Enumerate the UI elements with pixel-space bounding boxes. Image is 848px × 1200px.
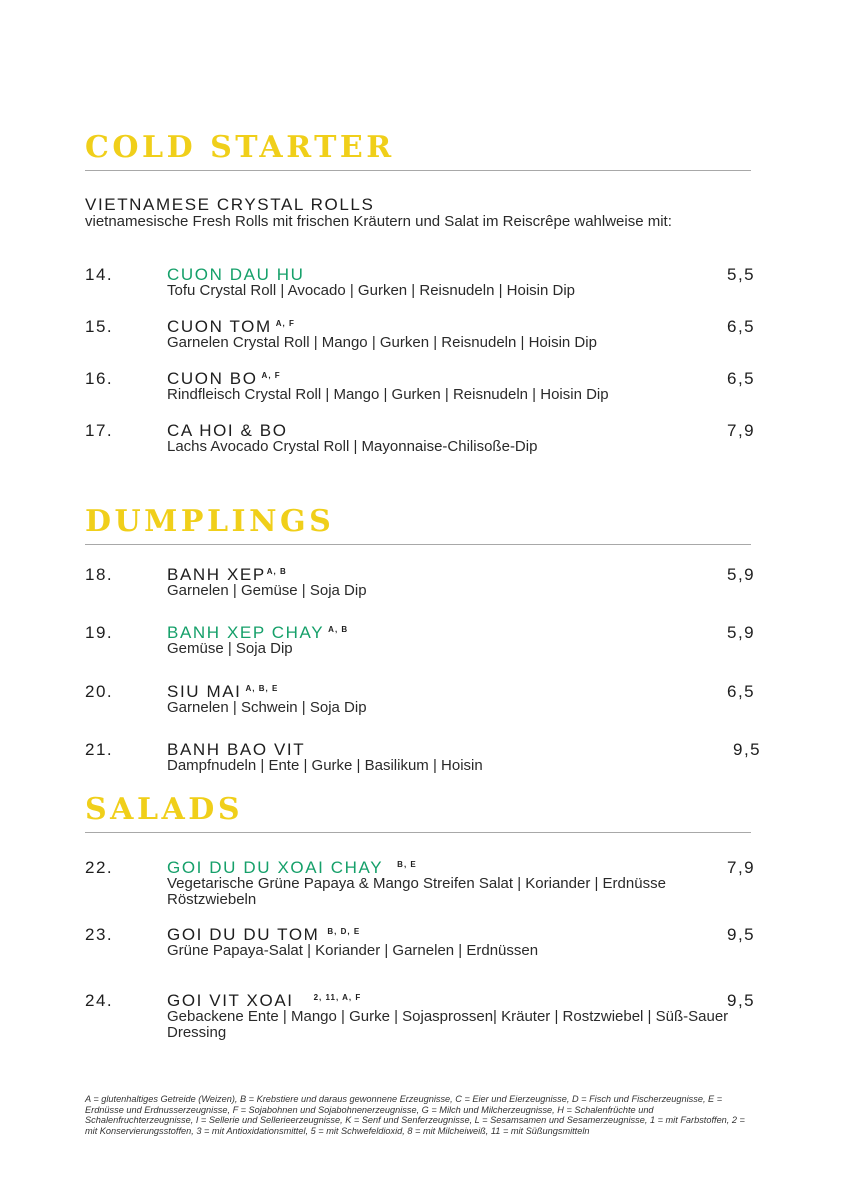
- item-name: BANH XEP CHAY $^{A, B}$: [167, 623, 349, 642]
- item-description: Grüne Papaya-Salat | Koriander | Garnelen | Erdnüssen: [167, 942, 539, 959]
- item-name: GOI DU DU TOM $^{B, D, E}$: [167, 925, 361, 944]
- item-description: Gebackene Ente | Mango | Gurke | Sojasprossen| Kräuter | Rostzwiebel | Süß-Sauer Dressing: [167, 1008, 729, 1041]
- item-description: Garnelen | Schwein | Soja Dip: [167, 699, 367, 716]
- section-divider: [85, 832, 751, 833]
- item-price: 6,5: [727, 369, 756, 388]
- item-price: 5,9: [727, 565, 756, 584]
- item-name: GOI DU DU XOAI CHAY $^{B, E}$: [167, 858, 417, 877]
- item-name: CUON BO $^{A, F}$: [167, 369, 281, 388]
- item-number: 21.: [85, 740, 114, 759]
- item-description: Gemüse | Soja Dip: [167, 640, 293, 657]
- item-name: CA HOI & BO: [167, 421, 288, 440]
- item-number: 17.: [85, 421, 114, 440]
- allergen-codes: A, B: [328, 625, 349, 634]
- item-price: 5,9: [727, 623, 756, 642]
- allergen-legend: A = glutenhaltiges Getreide (Weizen), B = Krebstiere und daraus gewonnene Erzeugnisse, C = Eier und Eierzeugnisse, D = Fisch und Fischerzeugnisse, E = Erdnüsse und Erdnusserzeugnisse, F = Sojabohnen und Sojabohnenerzeugnisse, G = Milch und Milcherzeugnisse, H = Schalenfrüchte und Schalenfruchterzeugnisse, I = Sellerie und Sellerieerzeugnisse, K = Senf und Senferzeugnisse, L = Sesamsamen und Sesamerzeugnisse, 1 = mit Farbstoffen, 2 = mit Konservierungsstoffen, 3 = mit Antioxidationsmittel, 5 = mit Schwefeldioxid, 8 = mit Milcheiweiß, 11 = mit Süßungsmitteln: [85, 1094, 745, 1136]
- item-description: Garnelen | Gemüse | Soja Dip: [167, 582, 367, 599]
- allergen-codes: B, D, E: [327, 927, 361, 936]
- item-description: Tofu Crystal Roll | Avocado | Gurken | Reisnudeln | Hoisin Dip: [167, 282, 575, 299]
- item-name: GOI VIT XOAI $^{2, 11, A, F}$: [167, 991, 362, 1010]
- item-number: 20.: [85, 682, 114, 701]
- allergen-codes: A, F: [261, 371, 281, 380]
- item-price: 6,5: [727, 317, 756, 336]
- allergen-codes: A, F: [275, 319, 295, 328]
- item-number: 24.: [85, 991, 114, 1010]
- item-price: 9,5: [727, 925, 756, 944]
- section-title-cold-starter: COLD STARTER: [85, 130, 395, 165]
- item-price: 7,9: [727, 421, 756, 440]
- item-name: CUON TOM $^{A, F}$: [167, 317, 295, 336]
- intro-title: VIETNAMESE CRYSTAL ROLLS: [85, 195, 375, 214]
- item-price: 5,5: [727, 265, 756, 284]
- section-divider: [85, 170, 751, 171]
- item-name: CUON DAU HU: [167, 265, 305, 284]
- item-number: 19.: [85, 623, 114, 642]
- item-price: 9,5: [733, 740, 762, 759]
- item-number: 22.: [85, 858, 114, 877]
- section-title-salads: SALADS: [85, 792, 243, 827]
- item-name: BANH BAO VIT: [167, 740, 306, 759]
- item-name: SIU MAI $^{A, B, E}$: [167, 682, 279, 701]
- item-description: Garnelen Crystal Roll | Mango | Gurken | Reisnudeln | Hoisin Dip: [167, 334, 597, 351]
- section-divider: [85, 544, 751, 545]
- item-number: 14.: [85, 265, 114, 284]
- item-price: 6,5: [727, 682, 756, 701]
- allergen-codes: 2, 11, A, F: [313, 993, 362, 1002]
- item-description: Lachs Avocado Crystal Roll | Mayonnaise-Chilisoße-Dip: [167, 438, 538, 455]
- allergen-codes: A, B: [266, 567, 287, 576]
- item-number: 18.: [85, 565, 114, 584]
- item-number: 15.: [85, 317, 114, 336]
- allergen-codes: A, B, E: [245, 684, 279, 693]
- item-number: 16.: [85, 369, 114, 388]
- item-number: 23.: [85, 925, 114, 944]
- item-name: BANH $XEP^{A, B}$: [167, 565, 287, 584]
- crystal-rolls-intro: [85, 195, 745, 230]
- item-price: 7,9: [727, 858, 756, 877]
- item-description: Dampfnudeln | Ente | Gurke | Basilikum | Hoisin: [167, 757, 483, 774]
- item-description: Vegetarische Grüne Papaya & Mango Streifen Salat | Koriander | Erdnüsse Röstzwiebeln: [167, 875, 666, 908]
- intro-description: vietnamesische Fresh Rolls mit frischen Kräutern und Salat im Reiscrêpe wahlweise mit:: [85, 213, 672, 230]
- allergen-codes: B, E: [397, 860, 417, 869]
- section-title-dumplings: DUMPLINGS: [85, 504, 335, 539]
- item-price: 9,5: [727, 991, 756, 1010]
- item-description: Rindfleisch Crystal Roll | Mango | Gurken | Reisnudeln | Hoisin Dip: [167, 386, 609, 403]
